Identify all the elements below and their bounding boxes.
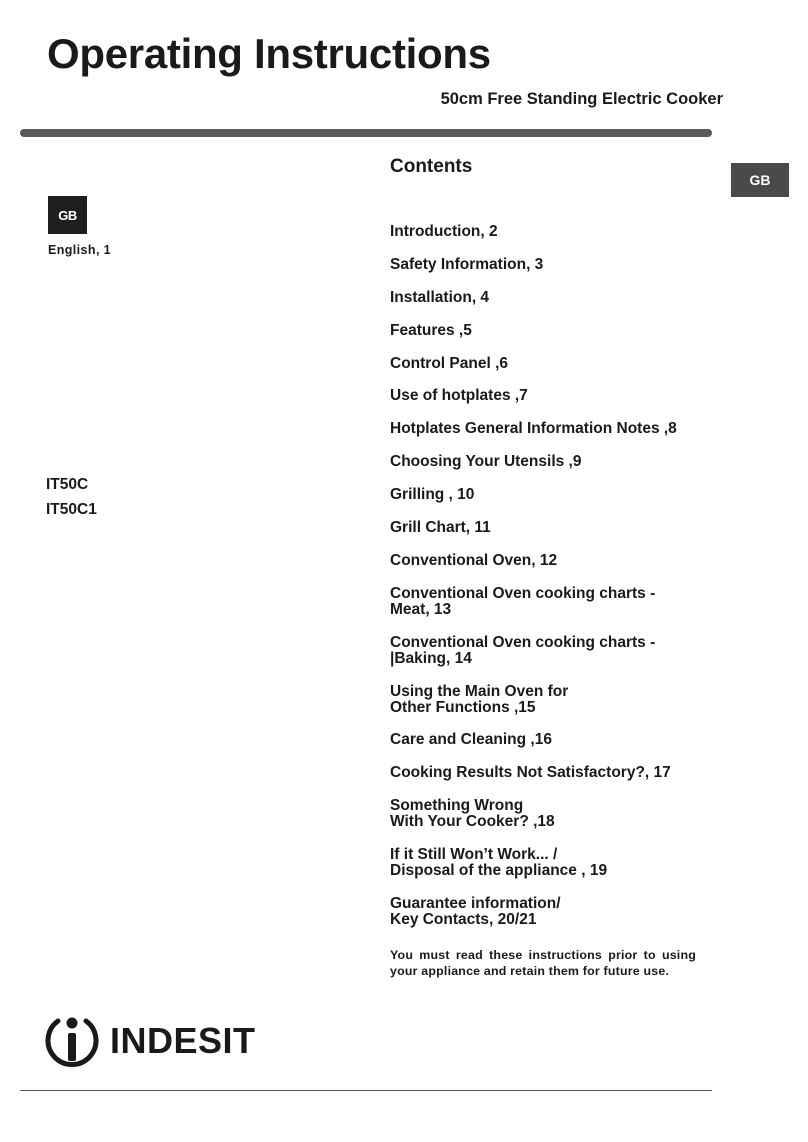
language-badge: GB	[48, 196, 87, 234]
top-divider	[20, 129, 712, 137]
toc-item: Use of hotplates ,7	[390, 387, 528, 405]
bottom-divider	[20, 1090, 712, 1091]
model-number: IT50C1	[46, 501, 97, 518]
model-list	[46, 472, 97, 522]
toc-item: Using the Main Oven for Other Functions ,15	[390, 682, 569, 716]
toc-item: Cooking Results Not Satisfactory?, 17	[390, 764, 671, 782]
toc-item: Conventional Oven cooking charts - |Baking, 14	[390, 633, 656, 667]
toc-item: Care and Cleaning ,16	[390, 731, 552, 749]
toc-item: Safety Information, 3	[390, 255, 544, 273]
toc-item: Guarantee information/ Key Contacts, 20/21	[390, 895, 561, 929]
product-subtitle: 50cm Free Standing Electric Cooker	[440, 90, 723, 108]
toc-item: Introduction, 2	[390, 223, 498, 240]
toc-item: Control Panel ,6	[390, 354, 508, 372]
language-page-label: English, 1	[48, 243, 112, 257]
toc-item: Installation, 4	[390, 288, 490, 306]
page-title: Operating Instructions	[47, 30, 491, 77]
indesit-i-circle-icon	[44, 1011, 100, 1071]
toc-item: Hotplates General Information Notes ,8	[390, 420, 677, 438]
toc-item: Something Wrong With Your Cooker? ,18	[390, 797, 555, 831]
toc-item: Conventional Oven, 12	[390, 551, 558, 569]
toc-item: Conventional Oven cooking charts - Meat, 13	[390, 584, 656, 618]
toc-item: Choosing Your Utensils ,9	[390, 453, 582, 471]
toc-item: Grilling , 10	[390, 486, 475, 504]
model-number: IT50C	[46, 476, 89, 493]
toc-item: Grill Chart, 11	[390, 519, 491, 537]
brand-wordmark: INDESIT	[110, 1020, 256, 1061]
contents-heading: Contents	[390, 156, 473, 177]
toc-item: Features ,5	[390, 321, 472, 339]
table-of-contents	[390, 224, 720, 945]
indesit-logo	[44, 1010, 256, 1072]
toc-item: If it Still Won’t Work... / Disposal of the appliance , 19	[390, 846, 608, 880]
retain-instructions-note: You must read these instructions prior to using your appliance and retain them for future use.	[390, 948, 696, 978]
language-side-tab: GB	[731, 163, 789, 197]
